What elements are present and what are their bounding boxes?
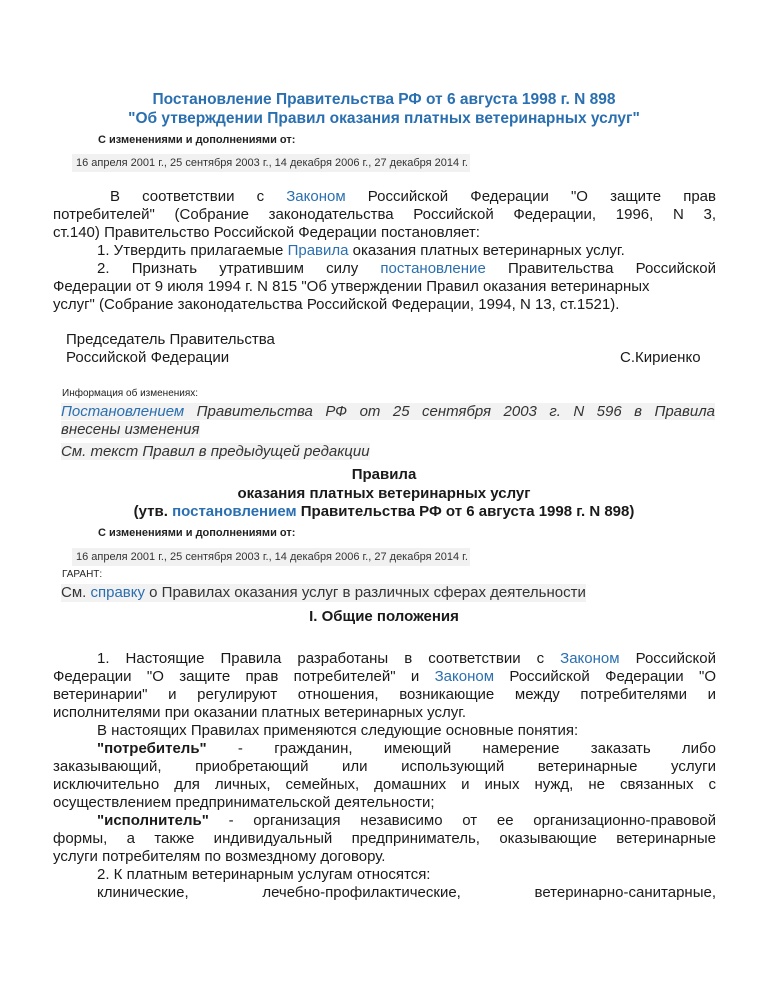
preamble-line1: В соответствии с Законом Российской Федерации "О защите прав: [110, 188, 716, 205]
executor-term: "исполнитель": [97, 812, 209, 829]
section1-p1-line1: 1. Настоящие Правила разработаны в соответствии с Законом Российской: [97, 650, 716, 667]
rules-subtitle: оказания платных ветеринарных услуг: [237, 485, 531, 502]
rules-title: Правила: [351, 466, 417, 483]
rules-change-dates: 16 апреля 2001 г., 25 сентября 2003 г., 14 декабря 2006 г., 27 декабря 2014 г.: [72, 548, 470, 566]
law-link-consumer[interactable]: Законом: [560, 650, 620, 667]
preamble-line3: ст.140) Правительство Российской Федерации постановляет:: [53, 224, 480, 241]
section1-p2: В настоящих Правилах применяются следующие основные понятия:: [97, 722, 579, 739]
section-title-general: I. Общие положения: [309, 608, 459, 625]
executor-definition-line2: формы, а также индивидуальный предприниматель, оказывающие ветеринарные: [53, 830, 716, 847]
section1-p3: 2. К платным ветеринарным услугам относятся:: [97, 866, 431, 883]
preamble-item2-line2: Федерации от 9 июля 1994 г. N 815 "Об утверждении Правил оказания ветеринарных: [53, 278, 650, 295]
approval-resolution-link[interactable]: постановлением: [172, 503, 297, 520]
preamble-line2: потребителей" (Собрание законодательства Российской Федерации, 1996, N 3,: [53, 206, 716, 223]
rules-link[interactable]: Правила: [287, 242, 349, 259]
reference-note: См. справку о Правилах оказания услуг в различных сферах деятельности: [61, 584, 586, 601]
consumer-definition-line2: заказывающий, приобретающий или использующий ветеринарные услуги: [53, 758, 716, 775]
executor-definition-line3: услуги потребителям по возмездному договору.: [53, 848, 386, 865]
preamble-item2-line3: услуг" (Собрание законодательства Российской Федерации, 1994, N 13, ст.1521).: [53, 296, 620, 313]
executor-definition-line1: "исполнитель" - организация независимо от ее организационно-правовой: [97, 812, 716, 829]
change-info-label: Информация об изменениях:: [62, 388, 199, 399]
consumer-term: "потребитель": [97, 740, 207, 757]
document-title-line1[interactable]: Постановление Правительства РФ от 6 августа 1998 г. N 898: [152, 91, 616, 108]
signature-position-line2: Российской Федерации: [66, 349, 230, 366]
law-link[interactable]: Законом: [286, 188, 346, 205]
signature-position-line1: Председатель Правительства: [66, 331, 275, 348]
rules-changes-label: С изменениями и дополнениями от:: [98, 527, 296, 539]
consumer-definition-line1: "потребитель" - гражданин, имеющий намерение заказать либо: [97, 740, 716, 757]
section1-p1-line4: исполнителями при оказании платных ветеринарных услуг.: [53, 704, 467, 721]
law-link-veterinary[interactable]: Законом: [434, 668, 495, 685]
reference-link[interactable]: справку: [90, 584, 145, 601]
change-resolution-link[interactable]: Постановлением: [61, 403, 185, 420]
rules-approval: (утв. постановлением Правительства РФ от 6 августа 1998 г. N 898): [133, 503, 635, 520]
section1-p3-line2: клинические, лечебно-профилактические, ветеринарно-санитарные,: [97, 884, 716, 901]
garant-label: ГАРАНТ:: [62, 569, 103, 580]
see-previous-edition[interactable]: См. текст Правил в предыдущей редакции: [61, 443, 370, 460]
preamble-item1: 1. Утвердить прилагаемые Правила оказания платных ветеринарных услуг.: [97, 242, 625, 259]
change-dates: 16 апреля 2001 г., 25 сентября 2003 г., 14 декабря 2006 г., 27 декабря 2014 г.: [72, 154, 470, 172]
section1-p1-line3: ветеринарии" и регулируют отношения, возникающие между потребителями и: [53, 686, 716, 703]
consumer-definition-line3: исключительно для личных, семейных, домашних и иных нужд, не связанных с: [53, 776, 716, 793]
consumer-definition-line4: осуществлением предпринимательской деятельности;: [53, 794, 435, 811]
change-info-line2: внесены изменения: [61, 421, 200, 438]
document-title-line2[interactable]: "Об утверждении Правил оказания платных ветеринарных услуг": [128, 110, 640, 127]
preamble-item2: 2. Признать утратившим силу постановление Правительства Российской: [97, 260, 716, 277]
change-info-line1: Постановлением Правительства РФ от 25 сентября 2003 г. N 596 в Правила: [61, 403, 715, 420]
resolution-link[interactable]: постановление: [380, 260, 486, 277]
section1-p1-line2: Федерации "О защите прав потребителей" и Законом Российской Федерации "О: [53, 668, 716, 685]
signature-name: С.Кириенко: [620, 349, 701, 366]
changes-label: С изменениями и дополнениями от:: [98, 134, 296, 146]
